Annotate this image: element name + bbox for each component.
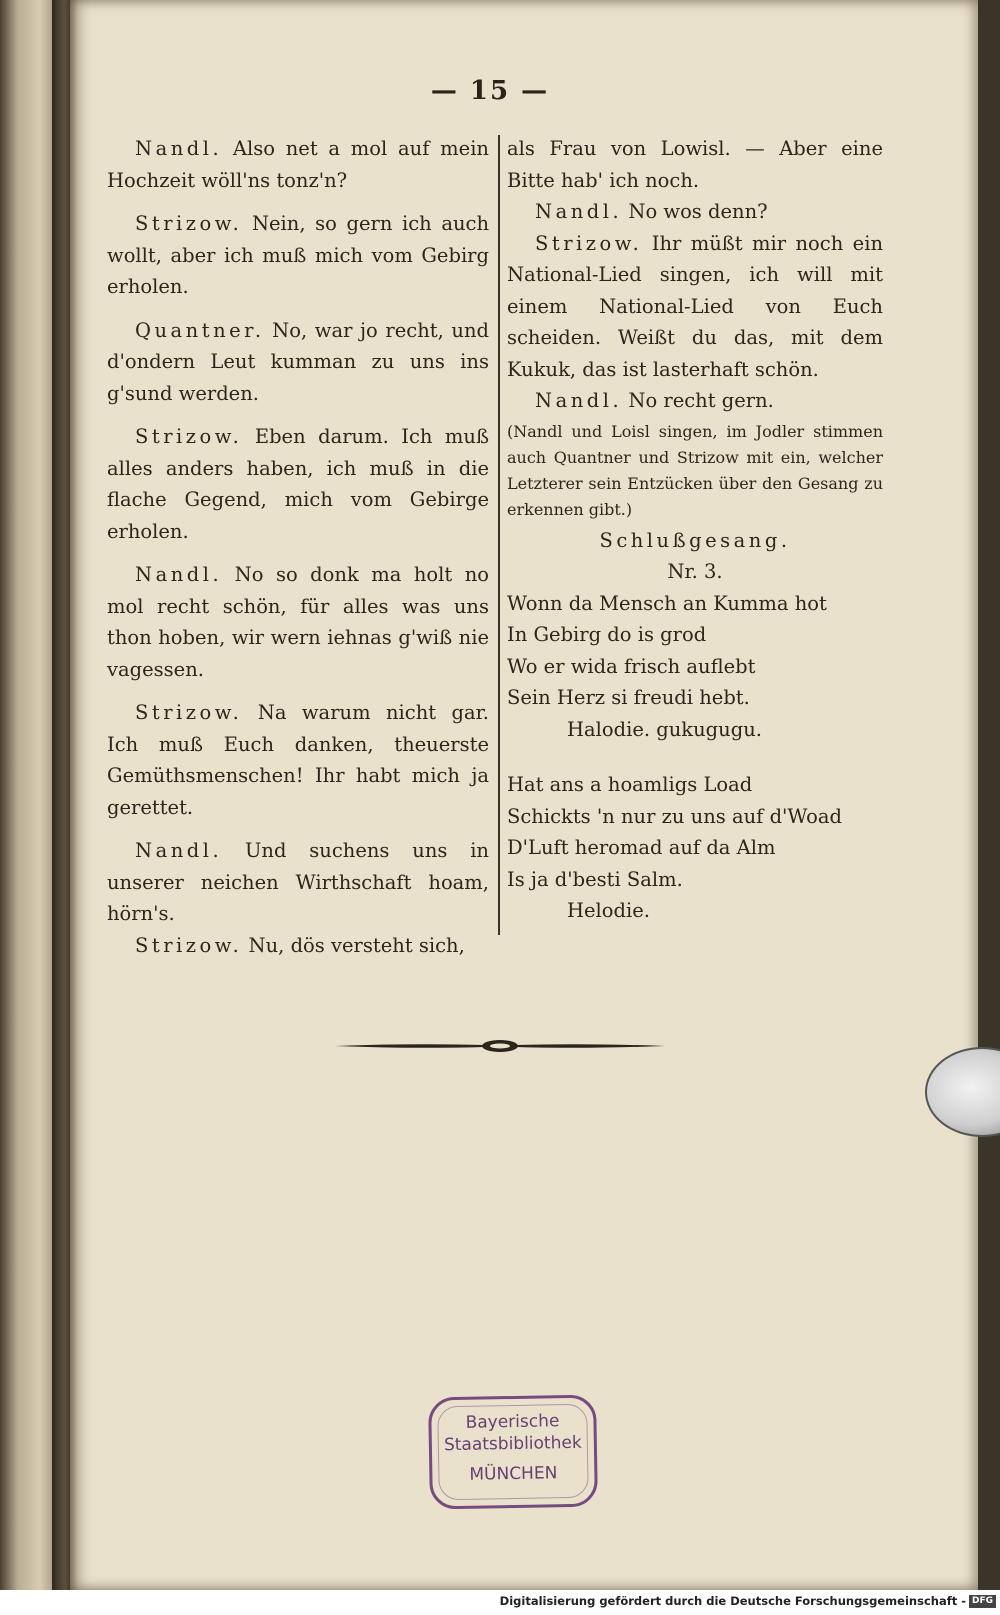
speaker: Nandl. [535, 200, 623, 223]
verse-line: Sein Herz si freudi hebt. [507, 686, 750, 709]
dialogue-line [107, 835, 489, 930]
line-text: Also net a mol auf mein Hochzeit wöll'ns tonz'n? [107, 137, 489, 192]
verse-line: In Gebirg do is grod [507, 623, 707, 646]
speaker: Nandl. [135, 137, 223, 160]
verse-line: Wonn da Mensch an Kumma hot [507, 591, 827, 615]
line-text: No, war jo recht, und d'ondern Leut kumman zu uns ins g'sund werden. [107, 318, 489, 405]
speaker: Nandl. [135, 839, 223, 862]
song-title: Schlußgesang. [599, 528, 791, 552]
footer-credit: Digitalisierung gefördert durch die Deutsche Forschungsgemeinschaft - [499, 1594, 966, 1608]
dialogue-line [107, 559, 489, 685]
stamp-line: Staatsbibliothek [443, 1432, 582, 1456]
line-text: No wos denn? [628, 200, 768, 223]
column-divider [498, 135, 500, 935]
refrain: Helodie. [567, 899, 650, 922]
spine-shadow [52, 0, 78, 1590]
line-text: Nein, so gern ich auch wollt, aber ich muß mich vom Gebirg erholen. [107, 212, 489, 298]
library-stamp [428, 1395, 598, 1510]
page-number: — 15 — [430, 76, 550, 106]
dialogue-line [107, 930, 489, 962]
speaker: Nandl. [135, 563, 223, 586]
verse-line: Hat ans a hoamligs Load [507, 773, 753, 796]
stamp-line: Bayerische [465, 1411, 560, 1433]
line-text: No recht gern. [628, 389, 774, 412]
dialogue-line [507, 385, 883, 417]
right-column [507, 133, 883, 927]
speaker: Quantner. [135, 318, 265, 342]
speaker: Strizow. [135, 701, 243, 724]
dfg-logo: DFG [969, 1595, 996, 1608]
refrain: Halodie. gukugugu. [567, 717, 762, 741]
stage-direction: (Nandl und Loisl singen, im Jodler stimmen auch Quantner und Strizow mit ein, welcher Letzterer sein Entzücken über den Gesang zu erkennen gibt.) [507, 421, 883, 519]
dialogue-line [107, 421, 489, 547]
song-number: Nr. 3. [667, 560, 723, 583]
line-text: No so donk ma holt no mol recht schön, für alles was uns thon hoben, wir wern iehnas g'wiß nie vagessen. [107, 563, 489, 681]
speaker: Strizow. [135, 933, 243, 957]
dialogue-line [507, 196, 883, 228]
verse-line: D'Luft heromad auf da Alm [507, 836, 776, 859]
left-column [107, 133, 489, 961]
continuation-text: als Frau von Lowisl. — Aber eine Bitte hab' ich noch. [507, 137, 883, 192]
speaker: Strizow. [135, 425, 243, 448]
speaker: Strizow. [535, 231, 643, 255]
dialogue-line [107, 133, 489, 196]
verse-line: Schickts 'n nur zu uns auf d'Woad [507, 804, 842, 828]
line-text: Und suchens uns in unserer neichen Wirthschaft hoam, hörn's. [107, 839, 489, 925]
ornament-divider [335, 1033, 665, 1059]
dialogue-line [107, 315, 489, 410]
line-text: Eben darum. Ich muß alles anders haben, ich muß in die flache Gegend, mich vom Gebirge erholen. [107, 425, 489, 543]
speaker: Nandl. [535, 389, 623, 412]
speaker: Strizow. [135, 212, 243, 235]
footer [0, 1590, 1000, 1615]
line-text: Nu, dös versteht sich, [248, 933, 465, 957]
verse-line: Is ja d'besti Salm. [507, 867, 683, 891]
dialogue-line [507, 228, 883, 386]
line-text: Ihr müßt mir noch ein National-Lied singen, ich will mit einem National-Lied von Euch scheiden. Weißt du das, mit dem Kukuk, das ist lasterhaft schön. [507, 231, 884, 381]
verse-line: Wo er wida frisch auflebt [507, 654, 756, 678]
stamp-line: MÜNCHEN [469, 1463, 558, 1485]
line-text: Na warum nicht gar. Ich muß Euch danken, theuerste Gemüthsmenschen! Ihr habt mich ja gerettet. [107, 701, 489, 819]
dialogue-line [107, 697, 489, 823]
dialogue-line [107, 208, 489, 303]
